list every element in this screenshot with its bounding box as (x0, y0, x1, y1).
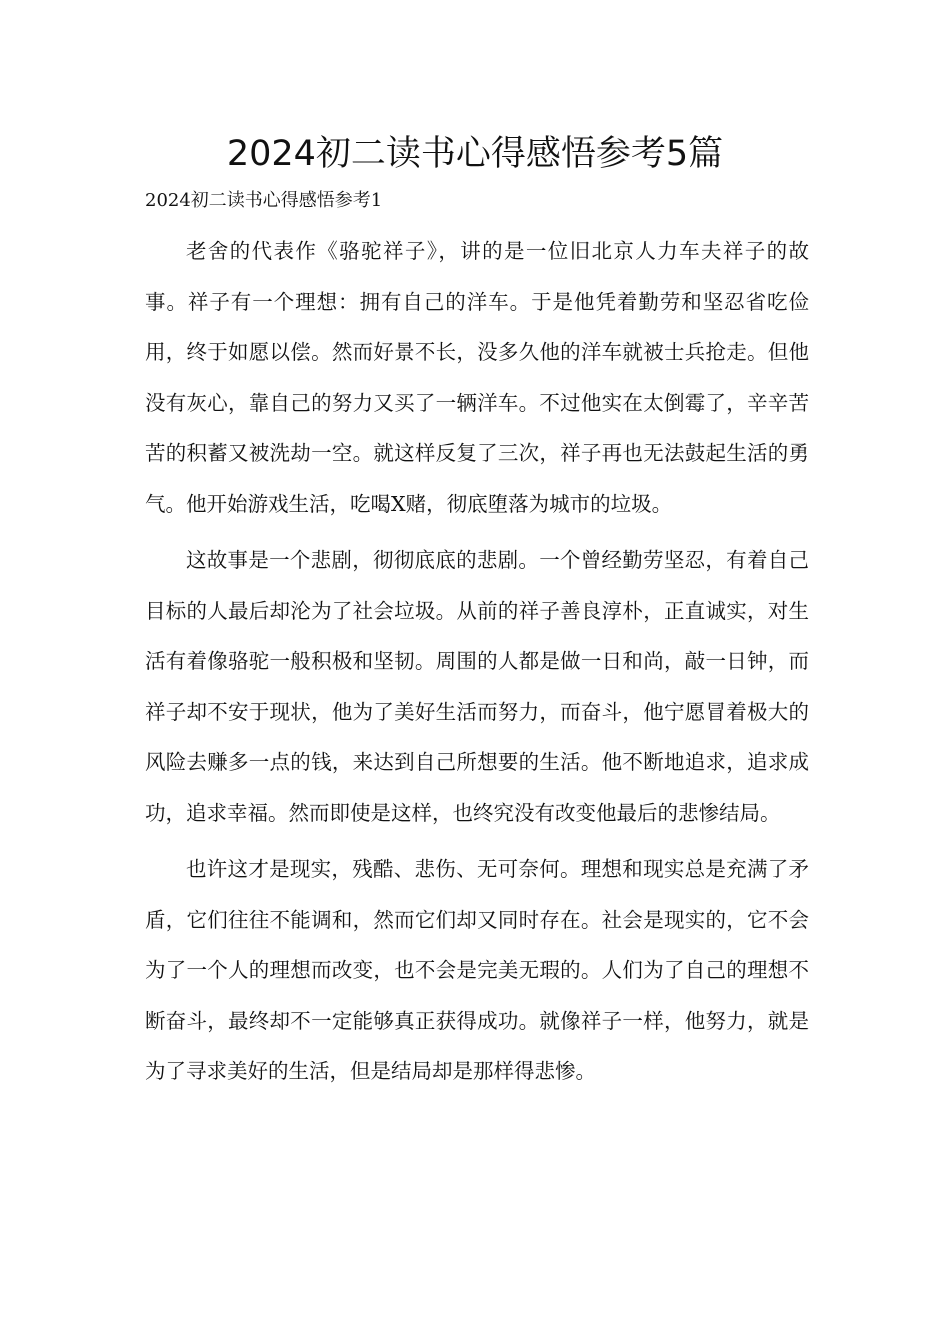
document-title: 2024初二读书心得感悟参考5篇 (226, 134, 724, 174)
section-heading: 2024初二读书心得感悟参考1 (145, 190, 383, 211)
paragraph: 也许这才是现实，残酷、悲伤、无可奈何。理想和现实总是充满了矛盾，它们往往不能调和，然而它们却又同时存在。社会是现实的，它不会为了一个人的理想而改变，也不会是完美无瑕的。人们为了自己的理想不断奋斗，最终却不一定能够真正获得成功。就像祥子一样，他努力，就是为了寻求美好的生活，但是结局却是那样得悲惨。 (145, 857, 809, 1083)
paragraph: 这故事是一个悲剧，彻彻底底的悲剧。一个曾经勤劳坚忍，有着自己目标的人最后却沦为了社会垃圾。从前的祥子善良淳朴，正直诚实，对生活有着像骆驼一般积极和坚韧。周围的人都是做一日和尚，敲一日钟，而祥子却不安于现状，他为了美好生活而努力，而奋斗，他宁愿冒着极大的风险去赚多一点的钱，来达到自己所想要的生活。他不断地追求，追求成功，追求幸福。然而即使是这样，也终究没有改变他最后的悲惨结局。 (145, 548, 809, 825)
document-body (145, 226, 809, 1103)
paragraph: 老舍的代表作《骆驼祥子》，讲的是一位旧北京人力车夫祥子的故事。祥子有一个理想：拥有自己的洋车。于是他凭着勤劳和坚忍省吃俭用，终于如愿以偿。然而好景不长，没多久他的洋车就被士兵抢走。但他没有灰心，靠自己的努力又买了一辆洋车。不过他实在太倒霉了，辛辛苦苦的积蓄又被洗劫一空。就这样反复了三次，祥子再也无法鼓起生活的勇气。他开始游戏生活，吃喝X赌，彻底堕落为城市的垃圾。 (145, 239, 809, 516)
